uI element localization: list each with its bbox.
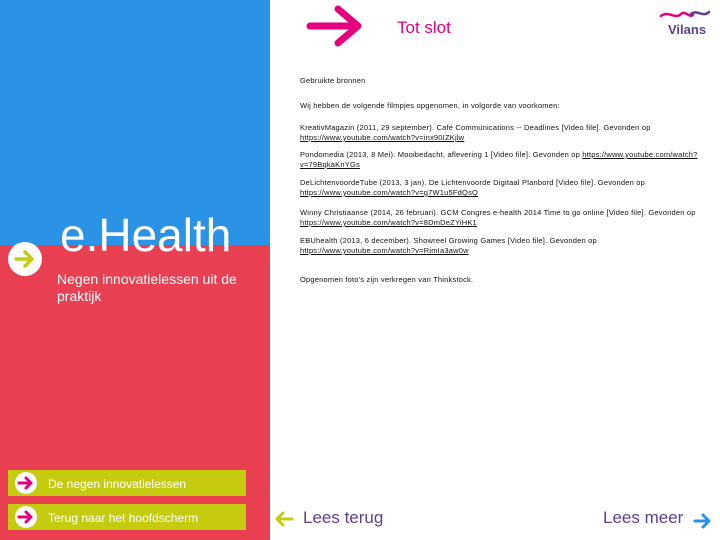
source-text: Winny Christiaanse (2014, 26 februari). GCM Congres e-health 2014 Time to go online [Video file]. Gevonden op <box>300 208 696 217</box>
source-link[interactable]: https://www.youtube.com/watch?v=8DmDeZYiHK1 <box>300 218 477 227</box>
source-item <box>300 178 698 198</box>
source-text: EBUhealth (2013, 6 december). Showreel Growing Games [Video file]. Gevonden op <box>300 236 597 245</box>
source-link[interactable]: https://www.youtube.com/watch?v=inx90IZKjlw <box>300 133 465 142</box>
home-nav-label: Terug naar het hoofdscherm <box>48 511 199 525</box>
logo-text: Vilans <box>668 22 707 37</box>
source-item <box>300 123 698 143</box>
arrow-right-icon <box>15 506 37 528</box>
lessons-nav-button[interactable] <box>8 470 246 496</box>
home-nav-button[interactable] <box>8 504 246 530</box>
source-item <box>300 236 698 256</box>
arrow-right-icon <box>15 472 37 494</box>
hero-title: e.Health <box>60 209 232 261</box>
arrow-right-icon <box>306 4 368 48</box>
source-link[interactable]: https://www.youtube.com/watch?v=g7W1u5FdQsQ <box>300 188 479 197</box>
source-text: DeLichtenvoordeTube (2013, 3 jan). De Lichtenvoorde Digitaal Planbord [Video file]. Gevonden op <box>300 178 646 187</box>
photos-note: Opgenomen foto's zijn verkregen van Thinkstock. <box>300 275 474 284</box>
source-item <box>300 208 698 228</box>
source-text: KreativMagazin (2011, 29 september). Café Communications -- Deadlines [Video file]. Gevonden op <box>300 123 651 132</box>
source-link[interactable]: https://www.youtube.com/watch?v=79BqkaKnYGs <box>300 150 698 169</box>
page-title: Tot slot <box>397 18 451 37</box>
sources-heading: Gebruikte bronnen <box>300 76 366 85</box>
source-item <box>300 150 698 170</box>
arrow-right-icon[interactable] <box>693 511 713 531</box>
hero-arrow-badge <box>8 242 42 276</box>
arrow-left-icon[interactable] <box>273 508 295 530</box>
source-text: Pondomedia (2013, 8 Mei). Mooibedacht, aflevering 1 [Video file]. Gevonden op <box>300 150 583 159</box>
read-back-button[interactable]: Lees terug <box>303 508 384 527</box>
source-link[interactable]: https://www.youtube.com/watch?v=RimIa3aw0w <box>300 246 469 255</box>
hero-subtitle: Negen innovatielessen uit de praktijk <box>57 271 237 304</box>
arrow-right-icon <box>13 247 37 271</box>
read-more-button[interactable]: Lees meer <box>603 508 684 527</box>
sources-intro: Wij hebben de volgende filmpjes opgenomen, in volgorde van voorkomen: <box>300 101 560 110</box>
lessons-nav-label: De negen innovatielessen <box>48 477 187 491</box>
